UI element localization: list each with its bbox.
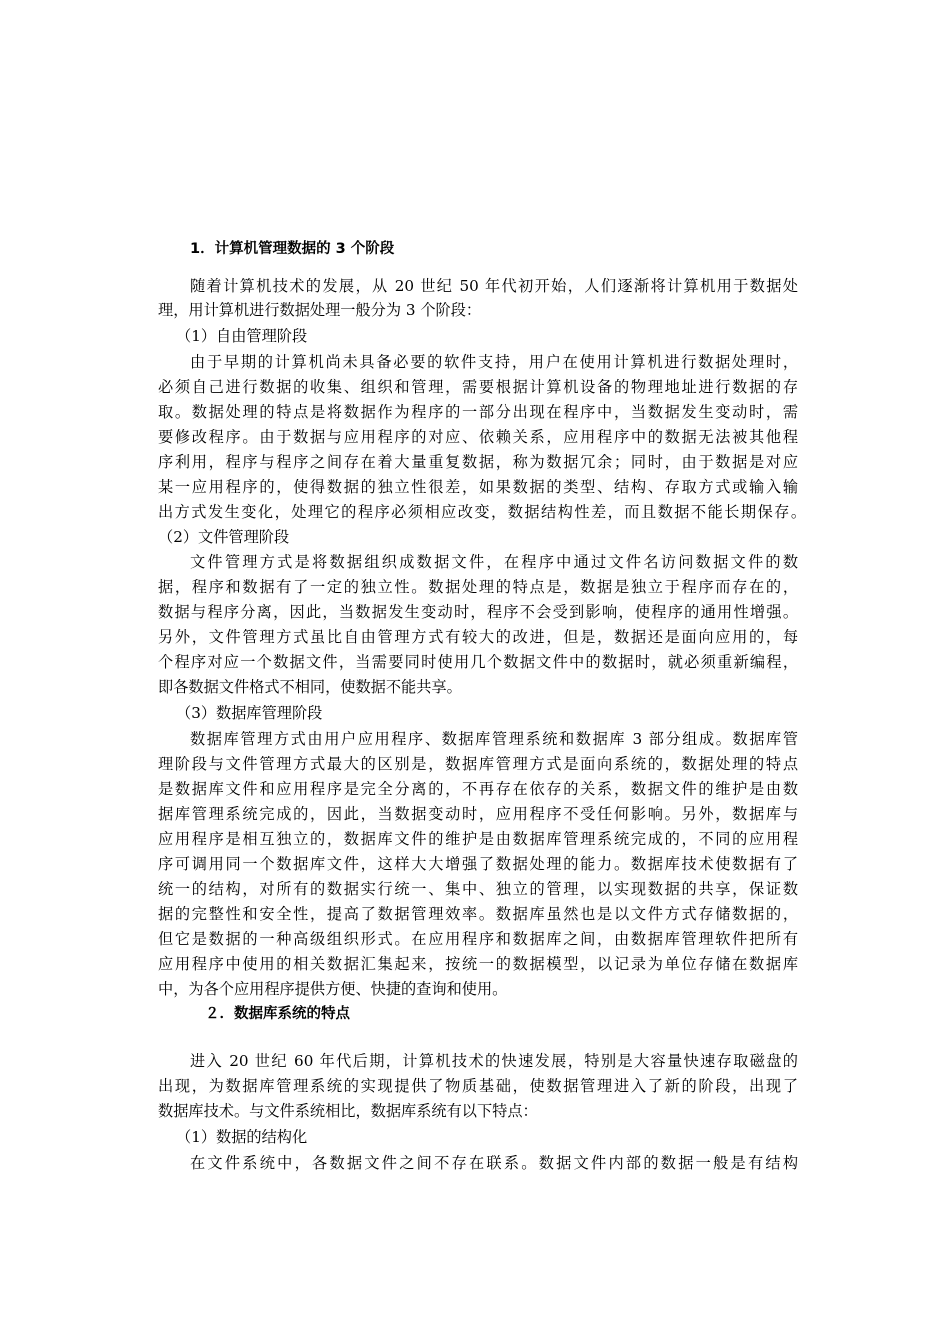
stage-3-line-6: 序可调用同一个数据库文件，这样大大增强了数据处理的能力。数据库技术使数据有了: [158, 855, 798, 873]
stage-3-line-3: 是数据库文件和应用程序是完全分离的，不再存在依存的关系，数据文件的维护是由数: [158, 780, 798, 798]
stage-2-title: （2）文件管理阶段: [158, 528, 290, 546]
stage-2-line-3: 数据与程序分离，因此，当数据发生变动时，程序不会受到影响，使程序的通用性增强。: [158, 603, 798, 621]
stage-3-line-11: 中，为各个应用程序提供方便、快捷的查询和使用。: [158, 980, 508, 998]
stage-2-line-6: 即各数据文件格式不相同，使数据不能共享。: [158, 678, 462, 696]
stage-3-line-10: 应用程序中使用的相关数据汇集起来，按统一的数据模型，以记录为单位存储在数据库: [158, 955, 798, 973]
stage-2-line-4: 另外，文件管理方式虽比自由管理方式有较大的改进，但是，数据还是面向应用的，每: [158, 628, 798, 646]
stage-1-line-2: 必须自己进行数据的收集、组织和管理，需要根据计算机设备的物理地址进行数据的存: [158, 378, 798, 396]
section-2-intro-line-2: 出现，为数据库管理系统的实现提供了物质基础，使数据管理进入了新的阶段，出现了: [158, 1077, 798, 1095]
stage-3-line-5: 应用程序是相互独立的，数据库文件的维护是由数据库管理系统完成的，不同的应用程: [158, 830, 798, 848]
section-2-intro-line-3: 数据库技术。与文件系统相比，数据库系统有以下特点：: [158, 1102, 538, 1120]
section-1-heading: 1．计算机管理数据的 3 个阶段: [190, 241, 395, 257]
stage-2-line-5: 个程序对应一个数据文件，当需要同时使用几个数据文件中的数据时，就必须重新编程，: [158, 653, 798, 671]
section-1-intro-line-2: 理，用计算机进行数据处理一般分为 3 个阶段：: [158, 301, 482, 319]
stage-3-line-2: 理阶段与文件管理方式最大的区别是，数据库管理方式是面向系统的，数据处理的特点: [158, 755, 798, 773]
stage-3-line-7: 统一的结构，对所有的数据实行统一、集中、独立的管理，以实现数据的共享，保证数: [158, 880, 798, 898]
feature-1-title: （1）数据的结构化: [176, 1128, 308, 1146]
stage-1-line-7: 出方式发生变化，处理它的程序必须相应改变，数据结构性差，而且数据不能长期保存。: [158, 503, 806, 521]
stage-1-line-3: 取。数据处理的特点是将数据作为程序的一部分出现在程序中，当数据发生变动时，需: [158, 403, 798, 421]
stage-1-line-4: 要修改程序。由于数据与应用程序的对应、依赖关系，应用程序中的数据无法被其他程: [158, 428, 798, 446]
stage-1-line-6: 某一应用程序的，使得数据的独立性很差，如果数据的类型、结构、存取方式或输入输: [158, 478, 798, 496]
stage-2-line-2: 据，程序和数据有了一定的独立性。数据处理的特点是，数据是独立于程序而存在的，: [158, 578, 798, 596]
stage-3-line-8: 据的完整性和安全性，提高了数据管理效率。数据库虽然也是以文件方式存储数据的，: [158, 905, 798, 923]
stage-3-line-1: 数据库管理方式由用户应用程序、数据库管理系统和数据库 3 部分组成。数据库管: [190, 730, 798, 748]
section-2-intro-line-1: 进入 20 世纪 60 年代后期，计算机技术的快速发展，特别是大容量快速存取磁盘的: [190, 1052, 798, 1070]
section-2-heading: ２．数据库系统的特点: [205, 1006, 350, 1022]
feature-1-line-1: 在文件系统中，各数据文件之间不存在联系。数据文件内部的数据一般是有结构: [190, 1154, 798, 1172]
section-1-intro-line-1: 随着计算机技术的发展，从 20 世纪 50 年代初开始，人们逐渐将计算机用于数据处: [190, 277, 798, 295]
stage-1-line-5: 序利用，程序与程序之间存在着大量重复数据，称为数据冗余；同时，由于数据是对应: [158, 453, 798, 471]
stage-3-line-9: 但它是数据的一种高级组织形式。在应用程序和数据库之间，由数据库管理软件把所有: [158, 930, 798, 948]
stage-1-line-1: 由于早期的计算机尚未具备必要的软件支持，用户在使用计算机进行数据处理时，: [190, 353, 798, 371]
stage-3-line-4: 据库管理系统完成的，因此，当数据变动时，应用程序不受任何影响。另外，数据库与: [158, 805, 798, 823]
stage-2-line-1: 文件管理方式是将数据组织成数据文件，在程序中通过文件名访问数据文件的数: [190, 553, 798, 571]
stage-3-title: （3）数据库管理阶段: [176, 704, 323, 722]
stage-1-title: （1）自由管理阶段: [176, 327, 308, 345]
